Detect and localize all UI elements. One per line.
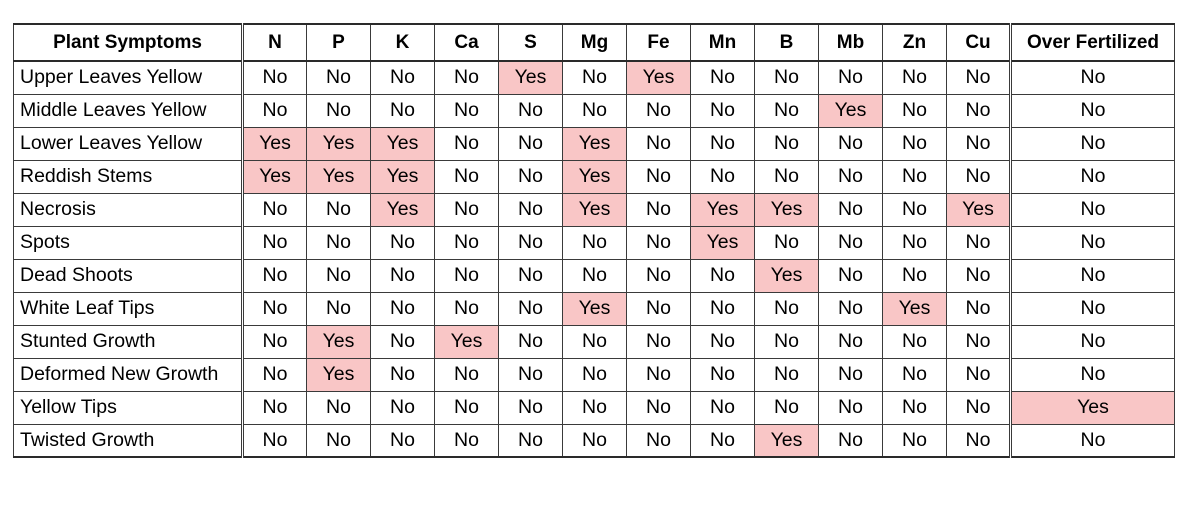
value-cell-no: No <box>371 391 435 424</box>
value-cell-no: No <box>627 424 691 457</box>
value-cell-no: No <box>371 358 435 391</box>
table-row <box>14 193 1175 226</box>
column-header: Over Fertilized <box>1011 24 1175 61</box>
value-cell-no: No <box>947 259 1011 292</box>
value-cell-no: No <box>307 226 371 259</box>
header-row <box>14 24 1175 61</box>
value-cell-no: No <box>499 325 563 358</box>
value-cell-yes: Yes <box>947 193 1011 226</box>
value-cell-no: No <box>947 325 1011 358</box>
value-cell-no: No <box>435 391 499 424</box>
value-cell-no: No <box>435 358 499 391</box>
value-cell-no: No <box>563 391 627 424</box>
value-cell-no: No <box>627 358 691 391</box>
value-cell-no: No <box>499 94 563 127</box>
value-cell-no: No <box>947 292 1011 325</box>
value-cell-no: No <box>563 424 627 457</box>
value-cell-no: No <box>627 193 691 226</box>
value-cell-no: No <box>499 424 563 457</box>
column-header: K <box>371 24 435 61</box>
value-cell-no: No <box>627 259 691 292</box>
table-row <box>14 391 1175 424</box>
value-cell-no: No <box>243 292 307 325</box>
value-cell-no: No <box>1011 259 1175 292</box>
value-cell-yes: Yes <box>755 193 819 226</box>
table-row <box>14 61 1175 94</box>
value-cell-no: No <box>947 424 1011 457</box>
value-cell-no: No <box>691 292 755 325</box>
symptom-cell: Yellow Tips <box>14 391 243 424</box>
value-cell-yes: Yes <box>883 292 947 325</box>
table-row <box>14 259 1175 292</box>
value-cell-no: No <box>243 424 307 457</box>
table-row <box>14 226 1175 259</box>
value-cell-no: No <box>755 292 819 325</box>
value-cell-no: No <box>691 259 755 292</box>
column-header-symptoms: Plant Symptoms <box>14 24 243 61</box>
value-cell-no: No <box>371 259 435 292</box>
value-cell-no: No <box>371 325 435 358</box>
symptom-cell: Middle Leaves Yellow <box>14 94 243 127</box>
table-row <box>14 127 1175 160</box>
value-cell-no: No <box>435 94 499 127</box>
value-cell-no: No <box>883 94 947 127</box>
value-cell-no: No <box>947 94 1011 127</box>
value-cell-no: No <box>243 391 307 424</box>
value-cell-no: No <box>307 391 371 424</box>
value-cell-no: No <box>435 127 499 160</box>
value-cell-no: No <box>883 193 947 226</box>
value-cell-yes: Yes <box>307 127 371 160</box>
symptom-cell: Lower Leaves Yellow <box>14 127 243 160</box>
value-cell-no: No <box>947 61 1011 94</box>
value-cell-no: No <box>947 358 1011 391</box>
table-row <box>14 325 1175 358</box>
column-header: N <box>243 24 307 61</box>
column-header: Mg <box>563 24 627 61</box>
value-cell-no: No <box>435 193 499 226</box>
value-cell-no: No <box>307 292 371 325</box>
value-cell-no: No <box>1011 292 1175 325</box>
value-cell-no: No <box>819 424 883 457</box>
value-cell-no: No <box>1011 61 1175 94</box>
value-cell-no: No <box>947 127 1011 160</box>
value-cell-no: No <box>499 193 563 226</box>
value-cell-no: No <box>755 160 819 193</box>
value-cell-no: No <box>499 127 563 160</box>
value-cell-no: No <box>435 61 499 94</box>
value-cell-no: No <box>819 226 883 259</box>
value-cell-no: No <box>883 325 947 358</box>
value-cell-yes: Yes <box>307 358 371 391</box>
value-cell-yes: Yes <box>627 61 691 94</box>
value-cell-no: No <box>691 424 755 457</box>
value-cell-no: No <box>563 358 627 391</box>
value-cell-no: No <box>307 94 371 127</box>
value-cell-no: No <box>307 259 371 292</box>
value-cell-no: No <box>1011 358 1175 391</box>
value-cell-no: No <box>819 61 883 94</box>
symptom-cell: Necrosis <box>14 193 243 226</box>
value-cell-no: No <box>755 226 819 259</box>
symptom-cell: Deformed New Growth <box>14 358 243 391</box>
value-cell-yes: Yes <box>691 226 755 259</box>
column-header: B <box>755 24 819 61</box>
value-cell-yes: Yes <box>307 325 371 358</box>
value-cell-no: No <box>499 391 563 424</box>
value-cell-no: No <box>691 358 755 391</box>
value-cell-no: No <box>627 391 691 424</box>
value-cell-no: No <box>371 292 435 325</box>
value-cell-yes: Yes <box>243 160 307 193</box>
value-cell-no: No <box>243 325 307 358</box>
value-cell-no: No <box>755 94 819 127</box>
value-cell-no: No <box>371 61 435 94</box>
value-cell-no: No <box>883 391 947 424</box>
value-cell-no: No <box>627 292 691 325</box>
value-cell-no: No <box>435 424 499 457</box>
value-cell-no: No <box>563 226 627 259</box>
value-cell-no: No <box>627 127 691 160</box>
value-cell-no: No <box>243 358 307 391</box>
table-row <box>14 94 1175 127</box>
value-cell-yes: Yes <box>307 160 371 193</box>
column-header: Zn <box>883 24 947 61</box>
value-cell-no: No <box>883 226 947 259</box>
column-header: Cu <box>947 24 1011 61</box>
value-cell-no: No <box>499 358 563 391</box>
column-header: Mn <box>691 24 755 61</box>
value-cell-no: No <box>243 94 307 127</box>
value-cell-no: No <box>371 94 435 127</box>
symptom-cell: White Leaf Tips <box>14 292 243 325</box>
value-cell-yes: Yes <box>371 127 435 160</box>
value-cell-no: No <box>883 424 947 457</box>
value-cell-no: No <box>371 226 435 259</box>
value-cell-no: No <box>627 325 691 358</box>
value-cell-no: No <box>883 61 947 94</box>
value-cell-no: No <box>627 226 691 259</box>
value-cell-no: No <box>435 226 499 259</box>
value-cell-no: No <box>563 61 627 94</box>
symptom-cell: Reddish Stems <box>14 160 243 193</box>
value-cell-no: No <box>755 325 819 358</box>
value-cell-yes: Yes <box>755 424 819 457</box>
value-cell-no: No <box>1011 127 1175 160</box>
value-cell-no: No <box>819 193 883 226</box>
value-cell-no: No <box>307 193 371 226</box>
value-cell-no: No <box>435 259 499 292</box>
value-cell-no: No <box>499 292 563 325</box>
value-cell-no: No <box>371 424 435 457</box>
value-cell-no: No <box>1011 160 1175 193</box>
value-cell-no: No <box>691 61 755 94</box>
table-row <box>14 292 1175 325</box>
value-cell-no: No <box>1011 325 1175 358</box>
value-cell-no: No <box>691 391 755 424</box>
value-cell-no: No <box>691 160 755 193</box>
symptom-cell: Twisted Growth <box>14 424 243 457</box>
value-cell-yes: Yes <box>371 160 435 193</box>
value-cell-no: No <box>755 127 819 160</box>
column-header: Mb <box>819 24 883 61</box>
value-cell-no: No <box>243 259 307 292</box>
symptom-cell: Upper Leaves Yellow <box>14 61 243 94</box>
value-cell-no: No <box>947 160 1011 193</box>
value-cell-yes: Yes <box>371 193 435 226</box>
value-cell-no: No <box>755 391 819 424</box>
table-body <box>14 61 1175 457</box>
value-cell-no: No <box>755 61 819 94</box>
value-cell-no: No <box>307 424 371 457</box>
value-cell-yes: Yes <box>819 94 883 127</box>
value-cell-yes: Yes <box>563 292 627 325</box>
value-cell-no: No <box>819 160 883 193</box>
value-cell-no: No <box>883 127 947 160</box>
value-cell-no: No <box>819 259 883 292</box>
column-header: P <box>307 24 371 61</box>
value-cell-no: No <box>819 325 883 358</box>
value-cell-yes: Yes <box>435 325 499 358</box>
value-cell-no: No <box>499 259 563 292</box>
value-cell-no: No <box>243 193 307 226</box>
value-cell-no: No <box>307 61 371 94</box>
symptom-cell: Dead Shoots <box>14 259 243 292</box>
value-cell-no: No <box>499 226 563 259</box>
table-row <box>14 160 1175 193</box>
value-cell-no: No <box>691 325 755 358</box>
value-cell-no: No <box>1011 424 1175 457</box>
column-header: S <box>499 24 563 61</box>
value-cell-yes: Yes <box>691 193 755 226</box>
value-cell-yes: Yes <box>563 160 627 193</box>
value-cell-no: No <box>883 160 947 193</box>
value-cell-yes: Yes <box>563 193 627 226</box>
column-header: Ca <box>435 24 499 61</box>
value-cell-no: No <box>883 259 947 292</box>
value-cell-no: No <box>755 358 819 391</box>
value-cell-no: No <box>563 325 627 358</box>
value-cell-yes: Yes <box>243 127 307 160</box>
value-cell-no: No <box>883 358 947 391</box>
value-cell-no: No <box>691 94 755 127</box>
symptom-cell: Stunted Growth <box>14 325 243 358</box>
value-cell-yes: Yes <box>755 259 819 292</box>
value-cell-no: No <box>947 226 1011 259</box>
value-cell-no: No <box>627 160 691 193</box>
value-cell-no: No <box>563 94 627 127</box>
value-cell-no: No <box>1011 94 1175 127</box>
value-cell-yes: Yes <box>499 61 563 94</box>
value-cell-no: No <box>819 358 883 391</box>
value-cell-no: No <box>435 292 499 325</box>
value-cell-no: No <box>499 160 563 193</box>
value-cell-yes: Yes <box>563 127 627 160</box>
value-cell-no: No <box>627 94 691 127</box>
value-cell-no: No <box>435 160 499 193</box>
value-cell-no: No <box>819 391 883 424</box>
value-cell-no: No <box>1011 193 1175 226</box>
value-cell-no: No <box>819 292 883 325</box>
table-row <box>14 424 1175 457</box>
value-cell-no: No <box>947 391 1011 424</box>
value-cell-yes: Yes <box>1011 391 1175 424</box>
value-cell-no: No <box>1011 226 1175 259</box>
column-header: Fe <box>627 24 691 61</box>
value-cell-no: No <box>819 127 883 160</box>
symptom-cell: Spots <box>14 226 243 259</box>
value-cell-no: No <box>243 226 307 259</box>
value-cell-no: No <box>563 259 627 292</box>
value-cell-no: No <box>243 61 307 94</box>
value-cell-no: No <box>691 127 755 160</box>
table-row <box>14 358 1175 391</box>
symptom-table <box>13 23 1175 458</box>
